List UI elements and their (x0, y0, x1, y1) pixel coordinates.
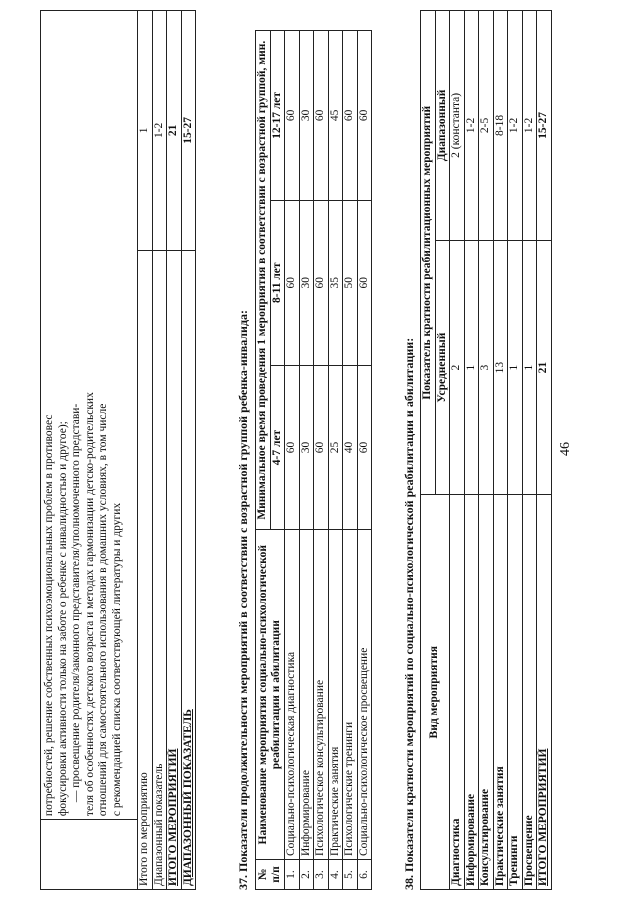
cell-avg: 1 (522, 240, 537, 495)
cell-value: 60 (285, 200, 300, 365)
row-name: Социально-психологическое просвещение (357, 530, 372, 860)
cell-range: 1-2 (508, 11, 523, 241)
row-number: 2. (299, 860, 314, 890)
row-name: Консультирование (479, 495, 494, 890)
row-number: 3. (314, 860, 329, 890)
row-value: 1-2 (152, 11, 167, 251)
col-kind-header: Вид мероприятия (421, 495, 450, 890)
text-cell (41, 11, 138, 820)
text-line: фокусировки активности только на заботе о ребенке с инвалидностью и другое); (56, 421, 69, 817)
page-number: 46 (558, 442, 573, 456)
table-row (522, 11, 537, 890)
section-38-caption: 38. Показатели кратности мероприятий по социально-психологической реабилитации и абилитации: (402, 337, 416, 890)
cell-range: 1-2 (522, 11, 537, 241)
text-line: — просвещение родителя/законного представителя/уполномоченного представи- (70, 403, 82, 803)
row-name: Тренинги (508, 495, 523, 890)
total-avg: 21 (537, 240, 552, 495)
col-group-header: Минимальное время проведения 1 мероприятия в соответствии с возрастной группой, мин. (256, 31, 271, 530)
table-row (328, 31, 343, 890)
continuation-table (40, 10, 196, 890)
table-row (479, 11, 494, 890)
text-line: отношений для самостоятельного использования в домашних условиях, в том числе (97, 403, 109, 817)
cell-value: 60 (357, 31, 372, 201)
row-value: 21 (167, 11, 182, 251)
header-row (421, 11, 436, 890)
cell-range: 2-5 (479, 11, 494, 241)
table-row (167, 11, 182, 890)
text-line: потребностей, решение собственных психоэмоциональных проблем в противовес (43, 414, 55, 817)
table-row (314, 31, 329, 890)
col-name-header: Наименование мероприятия социально-психологической реабилитации и абилитации (256, 530, 285, 860)
row-name: Информирование (299, 530, 314, 860)
row-label: Итого по мероприятию (138, 250, 153, 889)
table-row (152, 11, 167, 890)
cell-value: 30 (299, 200, 314, 365)
row-number: 5. (343, 860, 358, 890)
cell-avg: 1 (464, 240, 479, 495)
cell-value: 50 (343, 200, 358, 365)
table-row (508, 11, 523, 890)
cell-value: 30 (299, 365, 314, 530)
row-name: Практические занятия (493, 495, 508, 890)
table-row (464, 11, 479, 890)
total-range: 15-27 (537, 11, 552, 241)
table-row (285, 31, 300, 890)
row-name: Информирование (464, 495, 479, 890)
table-row (181, 11, 196, 890)
col-number-header: № п/п (256, 860, 285, 890)
table-row (41, 11, 138, 890)
row-value: 1 (138, 11, 153, 251)
cell-avg: 1 (508, 240, 523, 495)
cell-value: 35 (328, 200, 343, 365)
row-name: Диагностика (450, 495, 465, 890)
header-row (256, 31, 271, 890)
cell-avg: 3 (479, 240, 494, 495)
row-name: Психологические тренинги (343, 530, 358, 860)
text-line: с рекомендацией списка соответствующей литературы и других (110, 502, 123, 817)
col-group-header: Показатель кратности реабилитационных мероприятий (421, 11, 436, 495)
cell-value: 60 (314, 365, 329, 530)
age-group-header: 12-17 лет (270, 31, 285, 201)
row-value: 15-27 (181, 11, 196, 251)
cell-value: 60 (357, 200, 372, 365)
cell-value: 40 (343, 365, 358, 530)
table-row (450, 11, 465, 890)
row-label: Диапазонный показатель (152, 250, 167, 889)
col-avg-header: Усредненный (435, 240, 450, 495)
row-name: Психологическое консультирование (314, 530, 329, 860)
cell-value: 60 (343, 31, 358, 201)
cell-range: 1-2 (464, 11, 479, 241)
cell-value: 60 (285, 365, 300, 530)
cell-range: 2 (константа) (450, 11, 465, 241)
cell-range: 8-18 (493, 11, 508, 241)
cell-value: 60 (314, 200, 329, 365)
cell-value: 45 (328, 31, 343, 201)
col-range-header: Диапазонный (435, 11, 450, 241)
age-group-header: 4-7 лет (270, 365, 285, 530)
cell-value: 60 (314, 31, 329, 201)
total-label: ИТОГО МЕРОПРИЯТИЙ (537, 495, 552, 890)
total-row (537, 11, 552, 890)
table-row (138, 11, 153, 890)
cell-value: 60 (285, 31, 300, 201)
row-number: 6. (357, 860, 372, 890)
text-line: теля об особенностях детского возраста и методах гармонизации детско-родительских (83, 392, 96, 817)
frequency-table (420, 10, 552, 890)
table-row (299, 31, 314, 890)
duration-table (255, 30, 372, 890)
table-row (493, 11, 508, 890)
row-number: 1. (285, 860, 300, 890)
row-label: ДИАПАЗОННЫЙ ПОКАЗАТЕЛЬ (181, 250, 196, 889)
row-name: Практические занятия (328, 530, 343, 860)
cell-value: 60 (357, 365, 372, 530)
section-37-caption: 37. Показатели продолжительности мероприятий в соответствии с возрастной группой ребенка-инвалида: (236, 309, 250, 890)
cell-avg: 13 (493, 240, 508, 495)
row-number: 4. (328, 860, 343, 890)
cell-value: 30 (299, 31, 314, 201)
row-label: ИТОГО МЕРОПРИЯТИЙ (167, 250, 182, 889)
age-group-header: 8-11 лет (270, 200, 285, 365)
cell-value: 25 (328, 365, 343, 530)
table-row (343, 31, 358, 890)
table-row (357, 31, 372, 890)
cell-avg: 2 (450, 240, 465, 495)
row-name: Социально-психологическая диагностика (285, 530, 300, 860)
row-name: Просвещение (522, 495, 537, 890)
